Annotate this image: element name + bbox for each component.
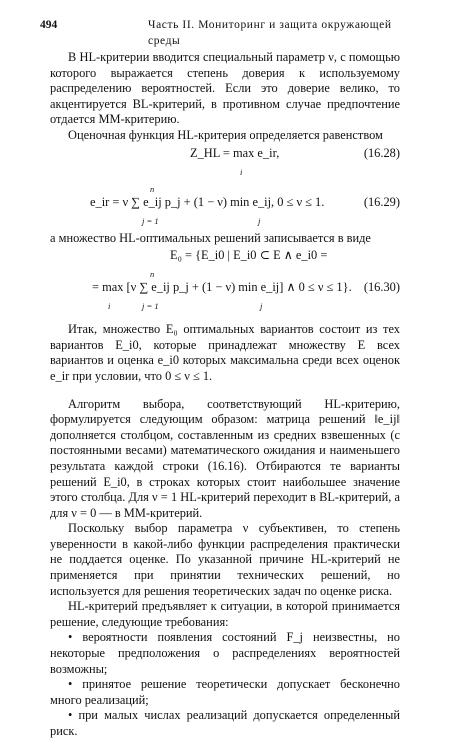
equation-limits <box>50 299 400 310</box>
limit-label: n <box>150 269 155 280</box>
limit-label: i <box>240 166 243 177</box>
page-number: 494 <box>40 19 58 31</box>
bullet-item: • принятое решение теоретически допускает бесконечно много реализаций; <box>50 677 400 707</box>
paragraph: Итак, множество E₀ оптимальных вариантов состоит из тех вариантов E_i0, которые принадлежат множеству E всех вариантов и оценка e_i0 которых максимальна среди всех оценок e_ir при условии, что 0 ≤ ν ≤ 1. <box>50 322 400 383</box>
equation-limits <box>50 165 400 176</box>
paragraph: Алгоритм выбора, соответствующий HL-критерию, формулируется следующим образом: матрица решений ‖e_ij‖ дополняется столбцом, составленным из средних взвешенных (с постоянными весами) математического ожидания и наименьшего результата каждой строки (16.16). Отбираются те варианты решений E_i0, в строках которых стоит наибольшее значение этого столбца. Для ν = 1 HL-критерий переходит в BL-критерий, а для ν = 0 — в MM-критерий. <box>50 396 400 520</box>
bullet-item: • при малых числах реализаций допускается определенный риск. <box>50 708 400 738</box>
paragraph: Поскольку выбор параметра ν субъективен, то степень уверенности в какой-либо функции распределения практически не поддается оценке. По указанной причине HL-критерий не применяется при принятии технических решений, но используется для решения теоретических задач по оценке риска. <box>50 521 400 598</box>
paragraph: Оценочная функция HL-критерия определяется равенством <box>68 127 383 142</box>
equation-limits <box>50 182 400 193</box>
limit-label: j <box>260 301 263 312</box>
equation-number: (16.30) <box>363 280 400 295</box>
equation-text: E₀ = {E_i0 | E_i0 ⊂ E ∧ e_i0 = <box>170 248 328 263</box>
limit-label: j = 1 <box>142 301 159 312</box>
page-body <box>50 50 400 740</box>
paragraph: HL-критерий предъявляет к ситуации, в которой принимается решение, следующие требования: <box>50 599 400 629</box>
limit-label: i <box>108 301 111 312</box>
equation-16-28 <box>50 146 400 163</box>
paragraph: В HL-критерии вводится специальный параметр ν, с помощью которого выражается степень доверия к используемому распределению вероятностей. Если это доверие велико, то акцентируется BL-критерий, в противном случае предпочтение отдается MM-критерию. <box>50 50 400 127</box>
equation-16-29 <box>50 195 400 212</box>
bullet-item: • вероятности появления состояний F_j неизвестны, но некоторые предположения о распределениях вероятностей возможны; <box>50 630 400 676</box>
running-title: Часть II. Мониторинг и защита окружающей среды <box>148 19 392 47</box>
equation-limits <box>50 214 400 225</box>
limit-label: j <box>258 215 261 226</box>
page-header <box>40 18 412 47</box>
equation-text: e_ir = ν ∑ e_ij p_j + (1 − ν) min e_ij, 0 ≤ ν ≤ 1. <box>90 194 325 209</box>
paragraph: а множество HL-оптимальных решений записывается в виде <box>50 230 371 245</box>
equation-limits <box>50 267 400 278</box>
equation-number: (16.29) <box>363 194 400 209</box>
equation-16-30-line1 <box>50 248 400 265</box>
equation-text: = max [ν ∑ e_ij p_j + (1 − ν) min e_ij] ∧ 0 ≤ ν ≤ 1}. <box>92 280 352 295</box>
limit-label: n <box>150 183 155 194</box>
limit-label: j = 1 <box>142 215 159 226</box>
equation-number: (16.28) <box>363 145 400 160</box>
equation-16-30-line2 <box>50 280 400 297</box>
equation-text: Z_HL = max e_ir, <box>190 145 280 160</box>
